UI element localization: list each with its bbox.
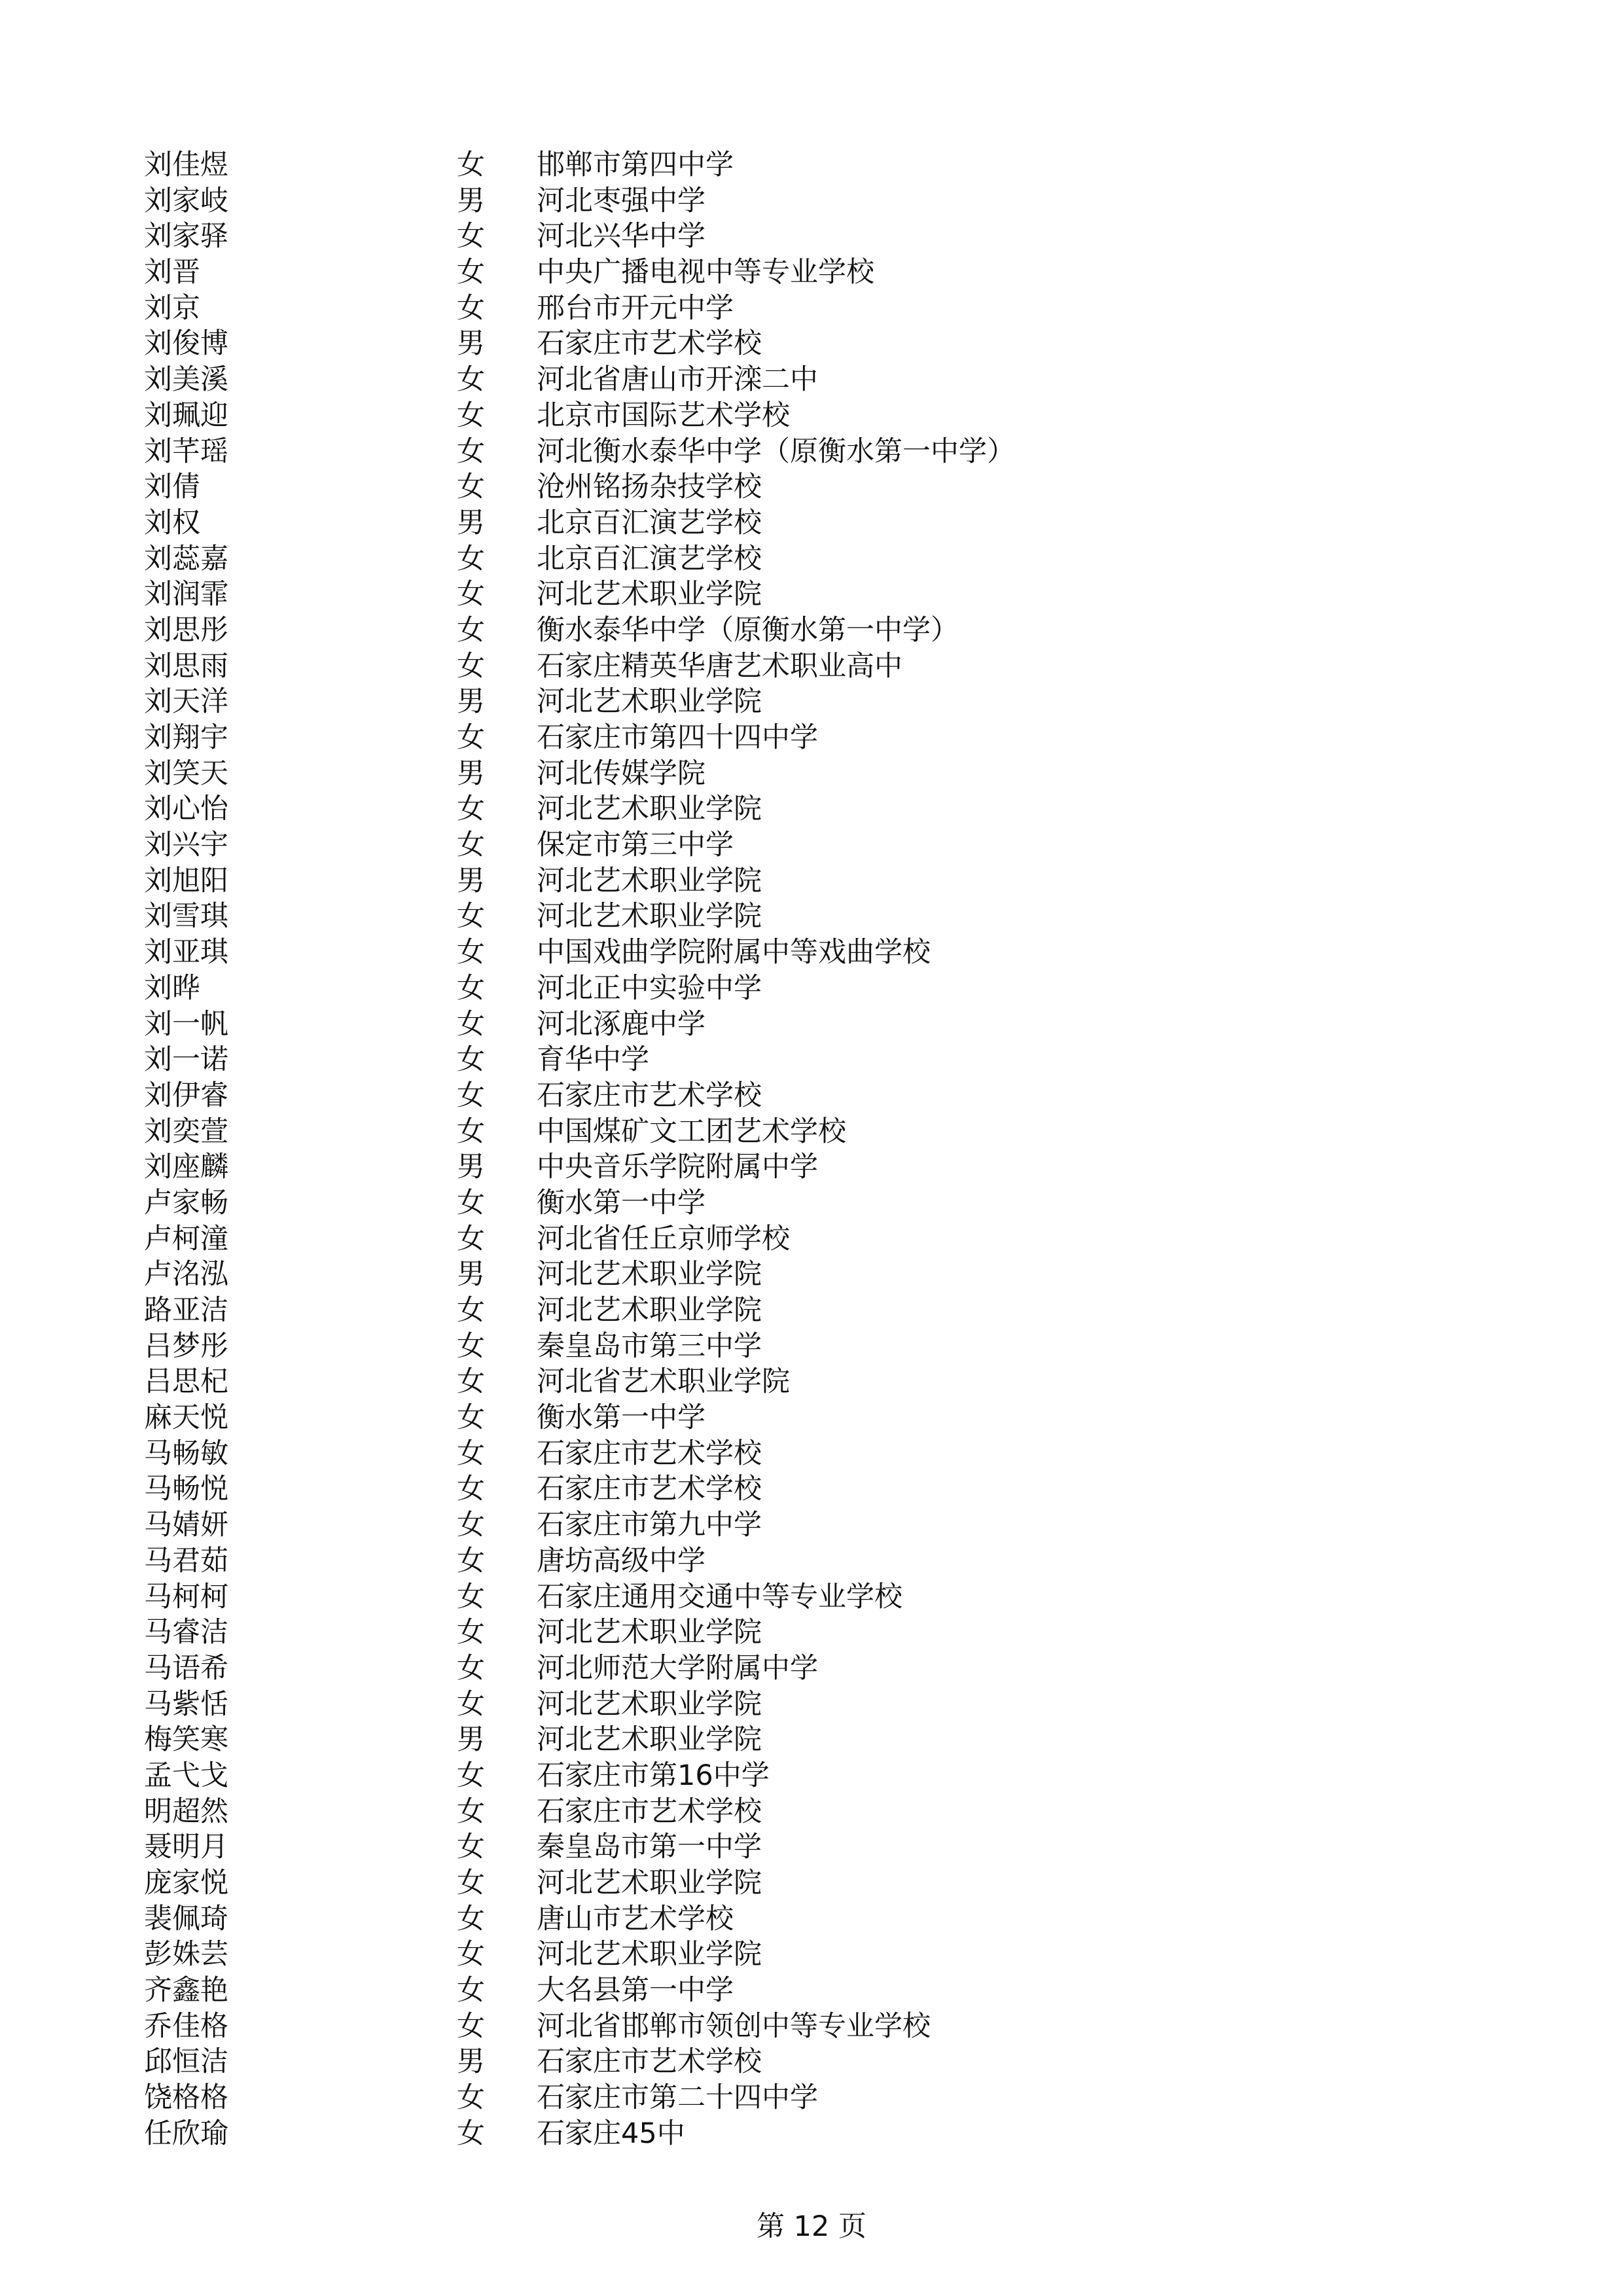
student-name: 刘奕萱 xyxy=(144,1115,228,1148)
student-school: 育华中学 xyxy=(537,1043,649,1077)
student-gender: 女 xyxy=(457,1115,485,1148)
student-school: 衡水泰华中学（原衡水第一中学） xyxy=(537,613,959,647)
student-school: 中国戏曲学院附属中等戏曲学校 xyxy=(537,936,931,969)
roster-row xyxy=(144,1293,1518,1329)
student-gender: 女 xyxy=(457,578,485,611)
roster-row xyxy=(144,1722,1518,1758)
student-name: 刘芊瑶 xyxy=(144,435,228,468)
student-name: 刘晔 xyxy=(144,971,200,1005)
student-gender: 女 xyxy=(457,1401,485,1435)
student-school: 河北艺术职业学院 xyxy=(537,1938,762,1971)
student-school: 河北省唐山市开滦二中 xyxy=(537,363,818,397)
roster-row xyxy=(144,1901,1518,1937)
student-school: 石家庄市艺术学校 xyxy=(537,1795,762,1828)
student-gender: 女 xyxy=(457,1902,485,1935)
student-gender: 女 xyxy=(457,1687,485,1721)
roster-row xyxy=(144,577,1518,613)
roster-row xyxy=(144,362,1518,398)
student-gender: 男 xyxy=(457,506,485,539)
student-school: 河北衡水泰华中学（原衡水第一中学） xyxy=(537,435,1015,468)
student-school: 石家庄市艺术学校 xyxy=(537,1473,762,1506)
roster-row xyxy=(144,183,1518,219)
student-gender: 男 xyxy=(457,685,485,719)
roster-row xyxy=(144,649,1518,685)
roster-row xyxy=(144,291,1518,327)
roster-row xyxy=(144,255,1518,291)
student-school: 唐山市艺术学校 xyxy=(537,1902,734,1935)
student-school: 河北艺术职业学院 xyxy=(537,685,762,719)
student-school: 石家庄45中 xyxy=(537,2117,685,2150)
student-name: 刘家驿 xyxy=(144,220,228,253)
roster-row xyxy=(144,1364,1518,1400)
student-school: 石家庄精英华唐艺术职业高中 xyxy=(537,649,902,683)
student-school: 河北兴华中学 xyxy=(537,220,705,253)
roster-row xyxy=(144,1615,1518,1651)
student-name: 裴佩琦 xyxy=(144,1902,228,1935)
roster-row xyxy=(144,1973,1518,2009)
student-gender: 女 xyxy=(457,971,485,1005)
student-gender: 女 xyxy=(457,1473,485,1506)
roster-row xyxy=(144,1114,1518,1150)
student-name: 路亚洁 xyxy=(144,1294,228,1327)
roster-row xyxy=(144,398,1518,434)
student-name: 刘伊睿 xyxy=(144,1079,228,1112)
student-name: 马婧妍 xyxy=(144,1509,228,1542)
student-school: 大名县第一中学 xyxy=(537,1974,734,2007)
student-name: 邱恒洁 xyxy=(144,2045,228,2079)
student-gender: 女 xyxy=(457,220,485,253)
student-name: 任欣瑜 xyxy=(144,2117,228,2150)
student-name: 刘俊博 xyxy=(144,327,228,361)
roster-row xyxy=(144,1400,1518,1436)
student-gender: 女 xyxy=(457,1580,485,1613)
roster-row xyxy=(144,1507,1518,1543)
student-name: 明超然 xyxy=(144,1795,228,1828)
student-school: 中央音乐学院附属中学 xyxy=(537,1151,818,1184)
roster-row xyxy=(144,2009,1518,2045)
student-name: 刘佳煜 xyxy=(144,149,228,181)
student-gender: 女 xyxy=(457,829,485,862)
roster-row xyxy=(144,541,1518,577)
student-school: 河北艺术职业学院 xyxy=(537,900,762,933)
student-gender: 女 xyxy=(457,1759,485,1792)
student-school: 河北传媒学院 xyxy=(537,757,705,790)
student-name: 刘一诺 xyxy=(144,1043,228,1077)
student-name: 马紫恬 xyxy=(144,1687,228,1721)
roster-row xyxy=(144,827,1518,863)
student-school: 秦皇岛市第三中学 xyxy=(537,1329,762,1363)
roster-row xyxy=(144,756,1518,792)
student-name: 吕思杞 xyxy=(144,1365,228,1399)
student-school: 河北艺术职业学院 xyxy=(537,1294,762,1327)
student-gender: 男 xyxy=(457,327,485,361)
student-name: 乔佳格 xyxy=(144,2009,228,2043)
student-school: 邢台市开元中学 xyxy=(537,291,734,325)
roster-row xyxy=(144,1543,1518,1579)
student-name: 刘晋 xyxy=(144,256,200,289)
roster-row xyxy=(144,863,1518,899)
student-name: 彭姝芸 xyxy=(144,1938,228,1971)
student-school: 衡水第一中学 xyxy=(537,1186,705,1219)
roster-row xyxy=(144,1651,1518,1687)
student-school: 河北艺术职业学院 xyxy=(537,1867,762,1899)
student-school: 保定市第三中学 xyxy=(537,829,734,862)
roster-row xyxy=(144,971,1518,1007)
student-gender: 女 xyxy=(457,1938,485,1971)
student-gender: 男 xyxy=(457,2045,485,2079)
student-school: 北京市国际艺术学校 xyxy=(537,399,790,432)
student-name: 刘美溪 xyxy=(144,363,228,397)
student-gender: 女 xyxy=(457,1544,485,1577)
student-name: 刘倩 xyxy=(144,471,200,504)
student-gender: 男 xyxy=(457,1723,485,1757)
roster-row xyxy=(144,147,1518,183)
student-gender: 女 xyxy=(457,471,485,504)
student-name: 卢洺泓 xyxy=(144,1258,228,1291)
roster-row xyxy=(144,1829,1518,1865)
student-gender: 女 xyxy=(457,613,485,647)
student-name: 聂明月 xyxy=(144,1831,228,1864)
student-name: 马畅悦 xyxy=(144,1473,228,1506)
student-gender: 女 xyxy=(457,435,485,468)
student-school: 邯郸市第四中学 xyxy=(537,149,734,181)
student-name: 饶格格 xyxy=(144,2081,228,2115)
student-name: 刘珮迎 xyxy=(144,399,228,432)
student-name: 刘心怡 xyxy=(144,793,228,826)
student-gender: 男 xyxy=(457,1258,485,1291)
student-name: 刘天洋 xyxy=(144,685,228,719)
roster-row xyxy=(144,935,1518,971)
student-name: 刘蕊嘉 xyxy=(144,542,228,575)
student-gender: 女 xyxy=(457,1509,485,1542)
student-gender: 男 xyxy=(457,184,485,217)
student-school: 河北艺术职业学院 xyxy=(537,793,762,826)
roster-row xyxy=(144,1149,1518,1185)
student-school: 河北师范大学附属中学 xyxy=(537,1651,818,1685)
student-name: 马睿洁 xyxy=(144,1616,228,1649)
student-school: 石家庄市第16中学 xyxy=(537,1759,770,1792)
student-school: 石家庄市艺术学校 xyxy=(537,1079,762,1112)
student-gender: 女 xyxy=(457,1651,485,1685)
student-name: 马语希 xyxy=(144,1651,228,1685)
student-name: 刘思彤 xyxy=(144,613,228,647)
roster-row xyxy=(144,219,1518,255)
student-gender: 女 xyxy=(457,1437,485,1470)
roster-row xyxy=(144,326,1518,362)
student-name: 卢家畅 xyxy=(144,1186,228,1219)
student-school: 中国煤矿文工团艺术学校 xyxy=(537,1115,846,1148)
page-number: 第 12 页 xyxy=(756,2210,867,2243)
student-name: 庞家悦 xyxy=(144,1867,228,1899)
roster-row xyxy=(144,1758,1518,1794)
student-name: 刘思雨 xyxy=(144,649,228,683)
student-school: 河北艺术职业学院 xyxy=(537,1687,762,1721)
student-school: 沧州铭扬杂技学校 xyxy=(537,471,762,504)
roster-row xyxy=(144,1865,1518,1901)
student-name: 孟弋戈 xyxy=(144,1759,228,1792)
student-gender: 女 xyxy=(457,2117,485,2150)
roster-row xyxy=(144,434,1518,470)
roster-row xyxy=(144,684,1518,720)
student-gender: 女 xyxy=(457,1365,485,1399)
student-school: 石家庄市第二十四中学 xyxy=(537,2081,818,2115)
student-school: 河北艺术职业学院 xyxy=(537,1258,762,1291)
student-name: 刘笑天 xyxy=(144,757,228,790)
student-name: 麻天悦 xyxy=(144,1401,228,1435)
roster-row xyxy=(144,1078,1518,1114)
student-name: 卢柯潼 xyxy=(144,1222,228,1255)
student-name: 吕梦彤 xyxy=(144,1329,228,1363)
student-gender: 女 xyxy=(457,721,485,754)
student-gender: 女 xyxy=(457,1043,485,1077)
roster-row xyxy=(144,1185,1518,1221)
student-name: 刘兴宇 xyxy=(144,829,228,862)
student-school: 河北正中实验中学 xyxy=(537,971,762,1005)
student-school: 石家庄市第四十四中学 xyxy=(537,721,818,754)
student-name: 刘翔宇 xyxy=(144,721,228,754)
student-school: 河北省艺术职业学院 xyxy=(537,1365,790,1399)
roster-row xyxy=(144,1436,1518,1472)
student-name: 马畅敏 xyxy=(144,1437,228,1470)
roster-row xyxy=(144,1257,1518,1293)
roster-list xyxy=(144,147,1518,2152)
student-name: 马君茹 xyxy=(144,1544,228,1577)
student-gender: 女 xyxy=(457,399,485,432)
student-gender: 女 xyxy=(457,1795,485,1828)
student-school: 石家庄市艺术学校 xyxy=(537,1437,762,1470)
student-gender: 女 xyxy=(457,2081,485,2115)
student-name: 梅笑寒 xyxy=(144,1723,228,1757)
student-name: 刘座麟 xyxy=(144,1151,228,1184)
roster-row xyxy=(144,2044,1518,2080)
student-school: 北京百汇演艺学校 xyxy=(537,506,762,539)
student-name: 马柯柯 xyxy=(144,1580,228,1613)
student-gender: 女 xyxy=(457,1867,485,1899)
student-name: 刘旭阳 xyxy=(144,864,228,897)
student-gender: 女 xyxy=(457,1616,485,1649)
student-gender: 女 xyxy=(457,256,485,289)
roster-row xyxy=(144,720,1518,756)
student-gender: 女 xyxy=(457,1079,485,1112)
roster-row xyxy=(144,613,1518,649)
student-gender: 女 xyxy=(457,2009,485,2043)
roster-row xyxy=(144,1042,1518,1078)
roster-row xyxy=(144,1007,1518,1043)
roster-row xyxy=(144,1329,1518,1365)
student-school: 河北艺术职业学院 xyxy=(537,1616,762,1649)
student-gender: 女 xyxy=(457,1831,485,1864)
student-gender: 女 xyxy=(457,1974,485,2007)
student-name: 刘京 xyxy=(144,291,200,325)
student-school: 河北艺术职业学院 xyxy=(537,578,762,611)
roster-row xyxy=(144,1221,1518,1257)
student-gender: 男 xyxy=(457,1151,485,1184)
roster-row xyxy=(144,1579,1518,1615)
student-name: 刘家岐 xyxy=(144,184,228,217)
student-school: 秦皇岛市第一中学 xyxy=(537,1831,762,1864)
student-gender: 女 xyxy=(457,1222,485,1255)
student-gender: 女 xyxy=(457,1186,485,1219)
student-name: 刘一帆 xyxy=(144,1007,228,1041)
roster-row xyxy=(144,1937,1518,1973)
roster-row xyxy=(144,2080,1518,2116)
student-gender: 女 xyxy=(457,542,485,575)
student-school: 河北省邯郸市领创中等专业学校 xyxy=(537,2009,931,2043)
student-gender: 女 xyxy=(457,1329,485,1363)
student-name: 刘润霏 xyxy=(144,578,228,611)
student-gender: 女 xyxy=(457,1007,485,1041)
student-school: 石家庄市艺术学校 xyxy=(537,327,762,361)
student-name: 刘雪琪 xyxy=(144,900,228,933)
student-gender: 女 xyxy=(457,900,485,933)
roster-row xyxy=(144,469,1518,505)
roster-row xyxy=(144,2116,1518,2152)
student-gender: 女 xyxy=(457,793,485,826)
student-school: 衡水第一中学 xyxy=(537,1401,705,1435)
student-gender: 女 xyxy=(457,936,485,969)
student-school: 石家庄市艺术学校 xyxy=(537,2045,762,2079)
student-school: 石家庄通用交通中等专业学校 xyxy=(537,1580,902,1613)
student-school: 河北艺术职业学院 xyxy=(537,1723,762,1757)
student-gender: 女 xyxy=(457,149,485,181)
student-school: 中央广播电视中等专业学校 xyxy=(537,256,874,289)
student-school: 河北省任丘京师学校 xyxy=(537,1222,790,1255)
roster-row xyxy=(144,1687,1518,1723)
student-name: 齐鑫艳 xyxy=(144,1974,228,2007)
student-school: 河北涿鹿中学 xyxy=(537,1007,705,1041)
student-school: 唐坊高级中学 xyxy=(537,1544,705,1577)
student-school: 北京百汇演艺学校 xyxy=(537,542,762,575)
student-gender: 男 xyxy=(457,864,485,897)
student-school: 石家庄市第九中学 xyxy=(537,1509,762,1542)
student-gender: 女 xyxy=(457,649,485,683)
roster-row xyxy=(144,1471,1518,1507)
student-name: 刘权 xyxy=(144,506,200,539)
roster-row xyxy=(144,505,1518,541)
roster-row xyxy=(144,1794,1518,1830)
student-gender: 女 xyxy=(457,363,485,397)
student-school: 河北枣强中学 xyxy=(537,184,705,217)
roster-row xyxy=(144,899,1518,935)
roster-row xyxy=(144,791,1518,827)
student-gender: 女 xyxy=(457,291,485,325)
student-school: 河北艺术职业学院 xyxy=(537,864,762,897)
student-name: 刘亚琪 xyxy=(144,936,228,969)
student-gender: 女 xyxy=(457,1294,485,1327)
student-gender: 男 xyxy=(457,757,485,790)
